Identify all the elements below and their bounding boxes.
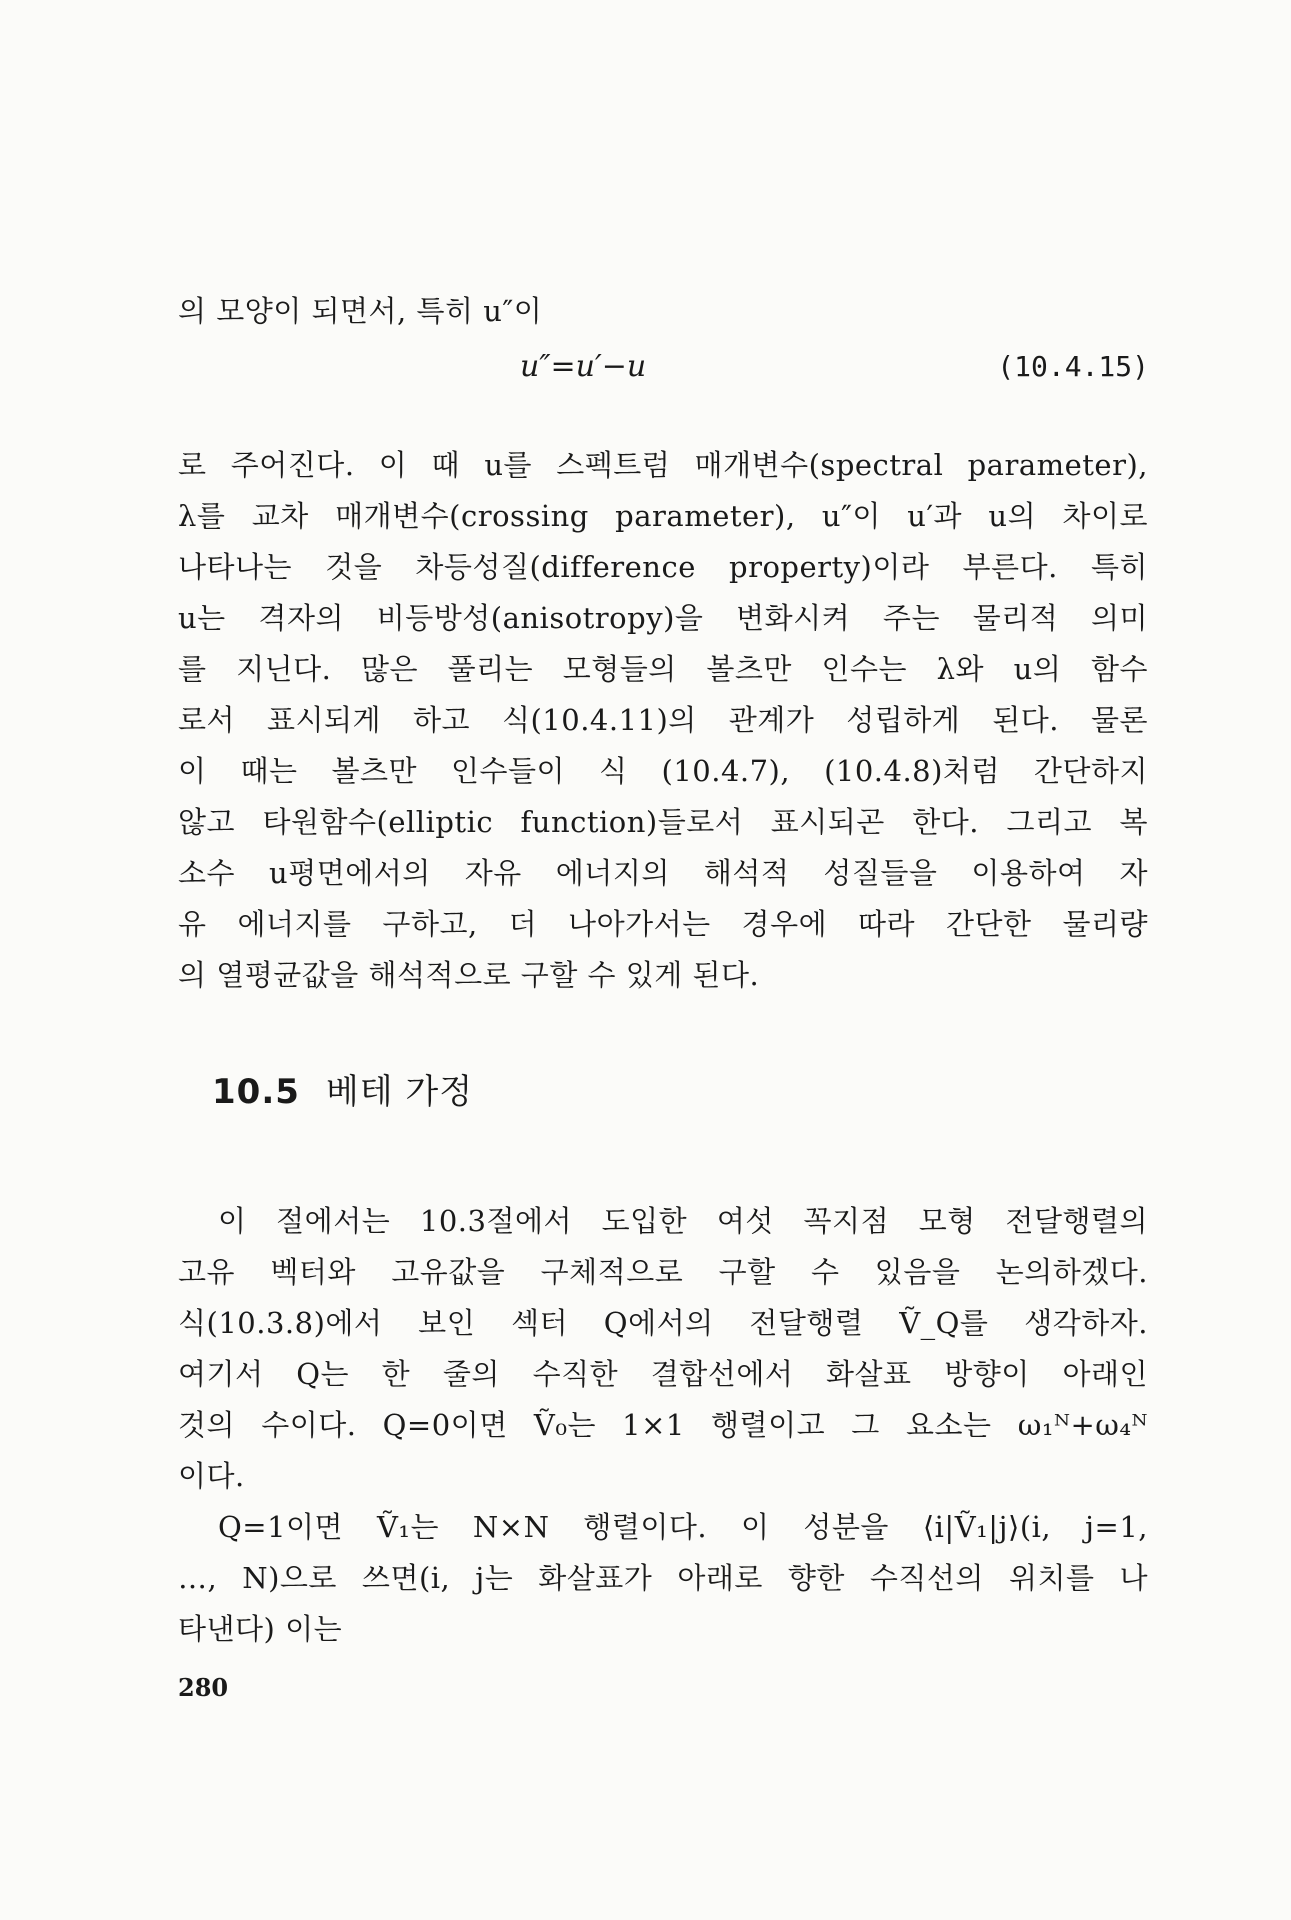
- text-line: λ를 교차 매개변수(crossing parameter), u″이 u′과 u의 차이로: [178, 499, 1148, 533]
- section-heading: [212, 1070, 473, 1114]
- text-line: u는 격자의 비등방성(anisotropy)을 변화시켜 주는 물리적 의미: [178, 601, 1148, 635]
- text-line: 소수 u평면에서의 자유 에너지의 해석적 성질들을 이용하여 자: [178, 856, 1148, 890]
- text-line: 않고 타원함수(elliptic function)들로서 표시되곤 한다. 그리고 복: [178, 805, 1148, 839]
- text-line: 것의 수이다. Q=0이면 Ṽ₀는 1×1 행렬이고 그 요소는 ω₁ᴺ+ω₄ᴺ: [178, 1408, 1148, 1442]
- text-line: 이 때는 볼츠만 인수들이 식 (10.4.7), (10.4.8)처럼 간단하지: [178, 754, 1148, 788]
- text-line: …, N)으로 쓰면(i, j는 화살표가 아래로 향한 수직선의 위치를 나: [178, 1561, 1148, 1595]
- text-line: 의 열평균값을 해석적으로 구할 수 있게 된다.: [178, 958, 760, 992]
- text-line: 이 절에서는 10.3절에서 도입한 여섯 꼭지점 모형 전달행렬의: [218, 1204, 1148, 1238]
- text-line: 를 지닌다. 많은 풀리는 모형들의 볼츠만 인수는 λ와 u의 함수: [178, 652, 1148, 686]
- text-line: 고유 벡터와 고유값을 구체적으로 구할 수 있음을 논의하겠다.: [178, 1255, 1148, 1289]
- text-line: 나타나는 것을 차등성질(difference property)이라 부른다. 특히: [178, 550, 1148, 584]
- section-title: 베테 가정: [325, 1072, 474, 1112]
- text-line: 여기서 Q는 한 줄의 수직한 결합선에서 화살표 방향이 아래인: [178, 1357, 1148, 1391]
- text-line: 로서 표시되게 하고 식(10.4.11)의 관계가 성립하게 된다. 물론: [178, 703, 1148, 737]
- text-line: 로 주어진다. 이 때 u를 스펙트럼 매개변수(spectral parameter),: [178, 448, 1148, 482]
- section-number: 10.5: [212, 1072, 300, 1112]
- text-line: 타낸다) 이는: [178, 1612, 343, 1646]
- text-line: 유 에너지를 구하고, 더 나아가서는 경우에 따라 간단한 물리량: [178, 907, 1148, 941]
- equation-formula: u″=u′−u: [520, 349, 647, 384]
- text-line: Q=1이면 Ṽ₁는 N×N 행렬이다. 이 성분을 ⟨i|Ṽ₁|j⟩(i, j=1,: [218, 1510, 1148, 1544]
- text-line: 식(10.3.8)에서 보인 섹터 Q에서의 전달행렬 Ṽ_Q를 생각하자.: [178, 1306, 1148, 1340]
- equation-number: (10.4.15): [997, 350, 1149, 383]
- text-line: 의 모양이 되면서, 특히 u″이: [178, 294, 543, 328]
- page-number: 280: [178, 1673, 229, 1702]
- text-line: 이다.: [178, 1459, 245, 1493]
